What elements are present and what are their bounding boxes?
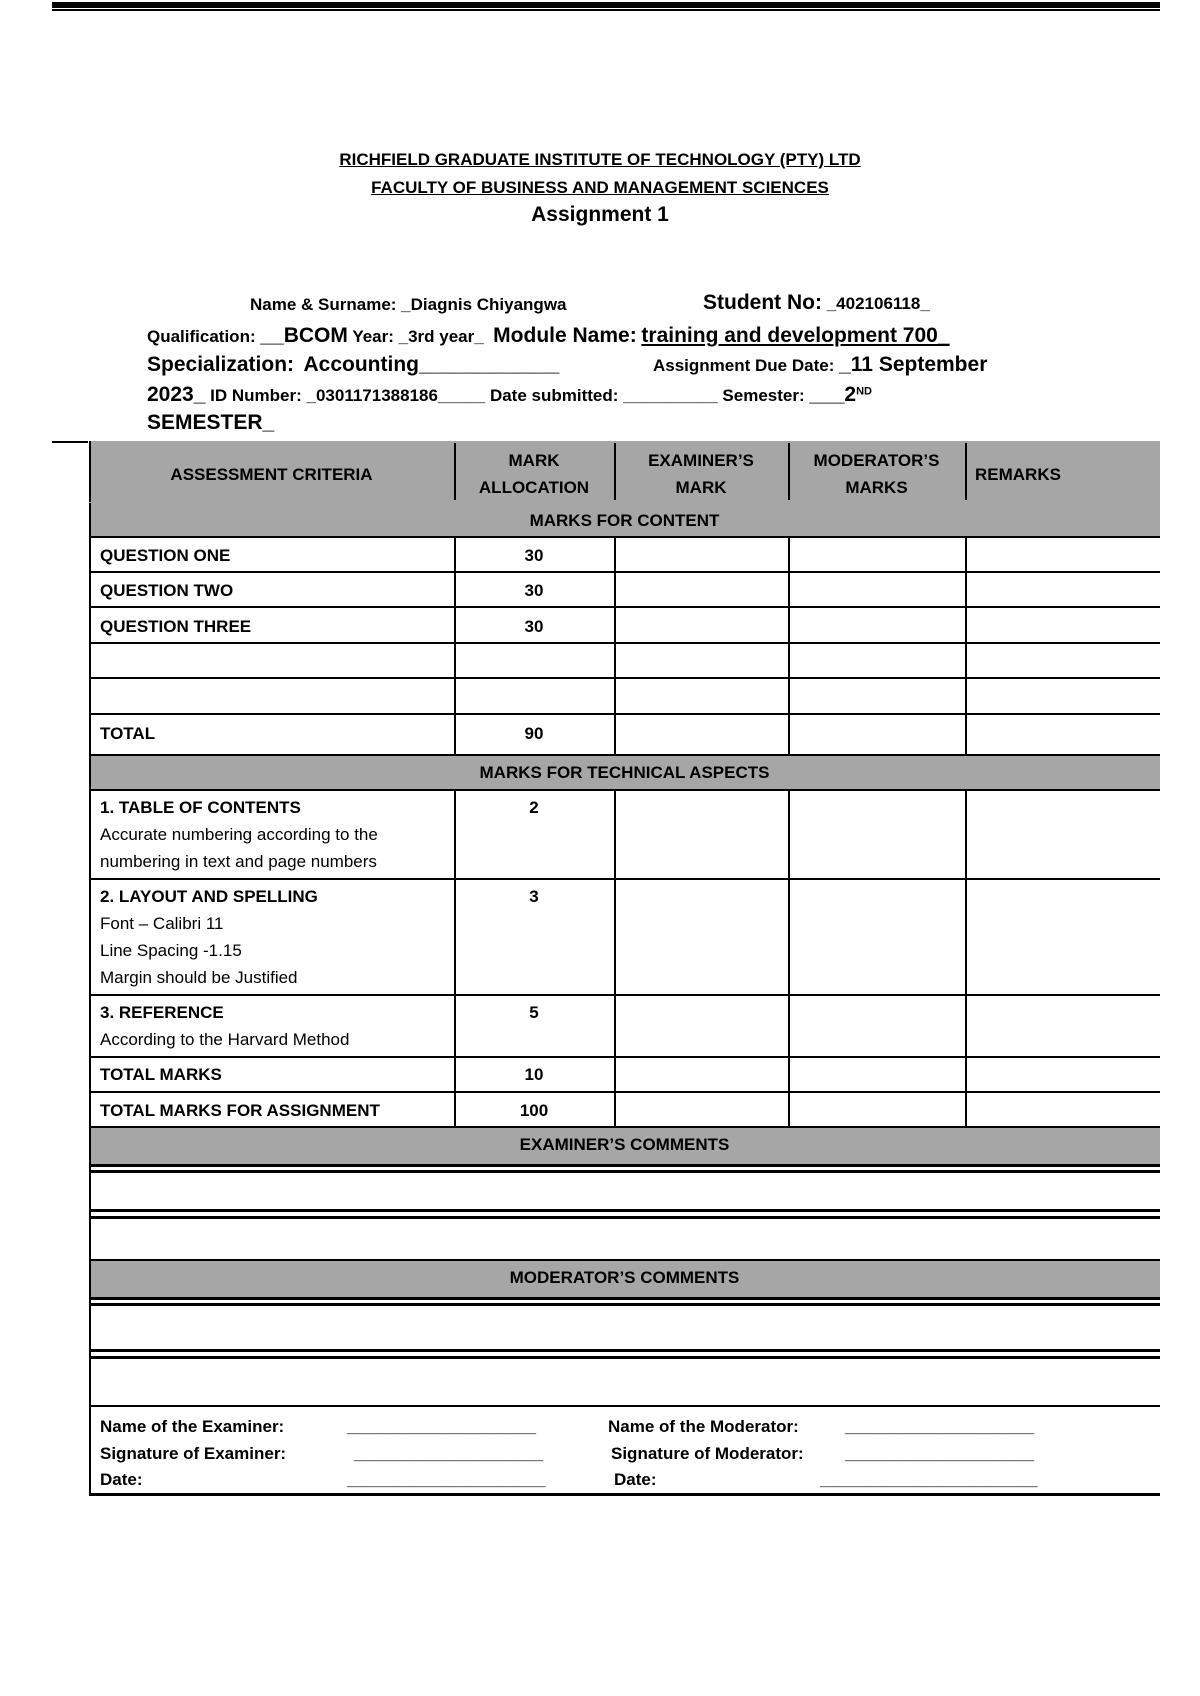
semester-sup: ND xyxy=(856,385,872,398)
row-line xyxy=(89,677,1160,679)
col-line xyxy=(965,443,967,500)
header-moderator-1: MODERATOR’S xyxy=(813,451,940,470)
toc-title: 1. TABLE OF CONTENTS xyxy=(100,798,301,817)
examiner-signature-line[interactable]: ____________________ xyxy=(354,1444,544,1463)
moderator-comments-title: MODERATOR’S COMMENTS xyxy=(509,1268,740,1287)
header-examiner-1: EXAMINER’S xyxy=(648,451,754,470)
bottom-border xyxy=(89,1493,1160,1496)
assignment-title: Assignment 1 xyxy=(531,203,669,226)
col-line xyxy=(788,790,790,1127)
row-line xyxy=(89,1303,1160,1306)
moderator-signature-label: Signature of Moderator: xyxy=(611,1444,804,1463)
qualification-value: __BCOM xyxy=(260,324,348,347)
technical-section-title: MARKS FOR TECHNICAL ASPECTS xyxy=(479,763,770,782)
examiner-name-line[interactable]: ____________________ xyxy=(347,1417,537,1436)
row-line xyxy=(89,754,1160,756)
left-border xyxy=(89,441,91,1496)
moderator-date-line[interactable]: _______________________ xyxy=(820,1470,1038,1489)
submitted-label: Date submitted: xyxy=(489,386,619,405)
faculty-name: FACULTY OF BUSINESS AND MANAGEMENT SCIENCES xyxy=(371,178,829,197)
mark-layout-spelling: 3 xyxy=(529,887,539,906)
header-moderator-2: MARKS xyxy=(845,478,908,497)
row-line xyxy=(89,1056,1160,1058)
row-line xyxy=(89,536,1160,538)
row-line xyxy=(89,1259,1160,1261)
module-label: Module Name: xyxy=(493,324,637,347)
student-no-line xyxy=(703,291,930,315)
name-label: Name & Surname: xyxy=(250,295,397,314)
col-line xyxy=(965,790,967,1127)
due-date-label: Assignment Due Date: xyxy=(653,356,835,375)
row-line xyxy=(89,1164,1160,1167)
year-value: _3rd year_ xyxy=(398,327,484,346)
toc-line-1: Accurate numbering according to the xyxy=(100,825,378,844)
total-marks-value: 10 xyxy=(524,1065,544,1084)
content-section-title: MARKS FOR CONTENT xyxy=(529,511,720,530)
student-no-value: _402106118_ xyxy=(826,294,930,313)
mark-question-one: 30 xyxy=(524,546,544,565)
table-lead-line xyxy=(52,441,88,443)
criteria-total: TOTAL xyxy=(100,724,156,743)
row-line xyxy=(89,713,1160,715)
semester-value: ___2 xyxy=(809,383,857,406)
row-line xyxy=(89,1170,1160,1173)
moderator-signature-line[interactable]: ____________________ xyxy=(845,1444,1035,1463)
moderator-name-line[interactable]: ____________________ xyxy=(845,1417,1035,1436)
header-allocation-1: MARK xyxy=(508,451,560,470)
mark-table-of-contents: 2 xyxy=(529,798,539,817)
row-line xyxy=(89,1216,1160,1219)
row-line xyxy=(89,1405,1160,1407)
specialization-value: Accounting____________ xyxy=(303,353,560,376)
semester-text: SEMESTER_ xyxy=(147,411,275,434)
mark-question-two: 30 xyxy=(524,581,544,600)
module-value: training and development 700_ xyxy=(641,324,950,347)
top-border-thin xyxy=(52,9,1160,11)
name-value: _Diagnis Chiyangwa xyxy=(401,295,567,314)
header-remarks: REMARKS xyxy=(975,465,1061,484)
row-line xyxy=(89,1209,1160,1212)
total-marks-label: TOTAL MARKS xyxy=(100,1065,222,1084)
examiner-signature-label: Signature of Examiner: xyxy=(100,1444,287,1463)
moderator-name-label: Name of the Moderator: xyxy=(608,1417,799,1436)
row-line xyxy=(89,1126,1160,1128)
layout-line-1: Font – Calibri 11 xyxy=(100,914,224,933)
col-line xyxy=(614,536,616,755)
layout-line-2: Line Spacing -1.15 xyxy=(100,941,242,960)
col-line xyxy=(965,536,967,755)
col-line xyxy=(788,536,790,755)
top-border xyxy=(52,2,1160,8)
assessment-table xyxy=(89,441,1160,1496)
row-line xyxy=(89,642,1160,644)
toc-line-2: numbering in text and page numbers xyxy=(100,852,377,871)
id-line xyxy=(147,383,872,407)
layout-title: 2. LAYOUT AND SPELLING xyxy=(100,887,318,906)
row-line xyxy=(89,571,1160,573)
criteria-question-two: QUESTION TWO xyxy=(100,581,234,600)
year-label: Year: xyxy=(352,327,394,346)
row-line xyxy=(89,1091,1160,1093)
col-line xyxy=(614,790,616,1127)
institute-name: RICHFIELD GRADUATE INSTITUTE OF TECHNOLOGY (PTY) LTD xyxy=(339,150,861,169)
due-date-line xyxy=(653,353,987,377)
qualification-label: Qualification: xyxy=(147,327,256,346)
id-value: _0301171388186_____ xyxy=(306,386,486,405)
header-allocation xyxy=(454,447,614,501)
header-examiner-2: MARK xyxy=(675,478,727,497)
reference-title: 3. REFERENCE xyxy=(100,1003,224,1022)
row-line xyxy=(89,606,1160,608)
mark-total: 90 xyxy=(524,724,544,743)
criteria-table-of-contents xyxy=(100,794,378,875)
name-line xyxy=(250,295,567,315)
row-line xyxy=(89,1356,1160,1359)
criteria-question-three: QUESTION THREE xyxy=(100,617,252,636)
mark-reference: 5 xyxy=(529,1003,539,1022)
student-no-label: Student No: xyxy=(703,291,822,314)
moderator-date-label: Date: xyxy=(614,1470,657,1489)
row-line xyxy=(89,878,1160,880)
examiner-name-label: Name of the Examiner: xyxy=(100,1417,285,1436)
assignment-total-label: TOTAL MARKS FOR ASSIGNMENT xyxy=(100,1101,380,1120)
row-line xyxy=(89,789,1160,791)
assignment-total-value: 100 xyxy=(519,1101,549,1120)
semester-line xyxy=(147,411,274,435)
header-examiner xyxy=(614,447,788,501)
header-allocation-2: ALLOCATION xyxy=(478,478,590,497)
mark-question-three: 30 xyxy=(524,617,544,636)
id-label: ID Number: xyxy=(210,386,302,405)
header-criteria: ASSESSMENT CRITERIA xyxy=(170,465,373,484)
semester-label: Semester: xyxy=(722,386,805,405)
criteria-layout-spelling xyxy=(100,883,318,991)
examiner-comments-title: EXAMINER’S COMMENTS xyxy=(519,1135,730,1154)
due-date-year: 2023_ xyxy=(147,383,206,406)
layout-line-3: Margin should be Justified xyxy=(100,968,298,987)
due-date-value: _11 September xyxy=(839,353,988,376)
examiner-date-label: Date: xyxy=(100,1470,143,1489)
row-line xyxy=(89,1349,1160,1352)
criteria-question-one: QUESTION ONE xyxy=(100,546,231,565)
row-line xyxy=(89,1297,1160,1300)
specialization-label: Specialization: xyxy=(147,353,295,376)
reference-line-1: According to the Harvard Method xyxy=(100,1030,350,1049)
header-moderator xyxy=(788,447,965,501)
examiner-date-line[interactable]: _____________________ xyxy=(347,1470,546,1489)
specialization-line xyxy=(147,353,559,377)
qualification-line xyxy=(147,324,950,348)
row-line xyxy=(89,994,1160,996)
criteria-reference xyxy=(100,999,349,1053)
submitted-value: __________ xyxy=(623,386,718,405)
